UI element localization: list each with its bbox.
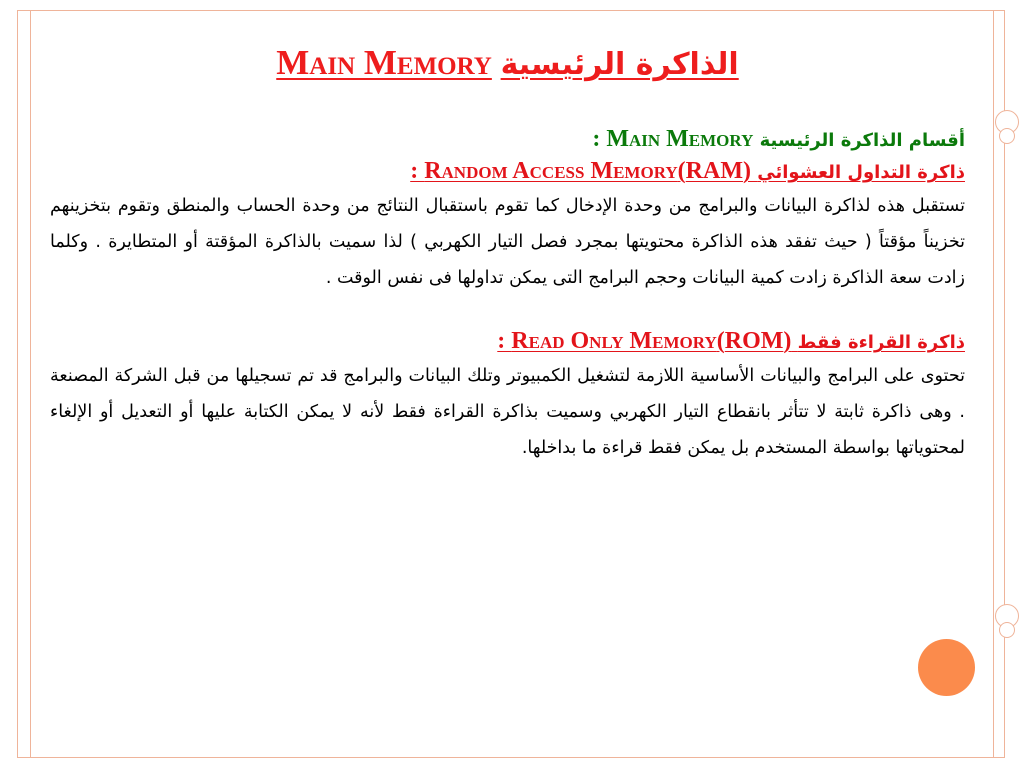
rom-description: تحتوى على البرامج والبيانات الأساسية اللازمة لتشغيل الكمبيوتر وتلك البيانات والبرامج قد تم تسجيلها من قبل الشركة المصنعة . وهى ذاكرة ثابتة لا تتأثر بانقطاع التيار الكهربي وسميت بذاكرة القراءة فقط لأنه لا يمكن الكتابة عليها أو التعديل أو الإلغاء لمحتوياتها بواسطة المستخدم بل يمكن فقط قراءة ما بداخلها. bbox=[50, 366, 965, 458]
heading-rom-arabic: ذاكرة القراءة فقط bbox=[797, 332, 965, 353]
right-border-rule bbox=[993, 10, 994, 758]
heading-rom-latin: (ROM)Read Only Memory : bbox=[497, 328, 792, 354]
heading-main-memory-latin: Main Memory : bbox=[592, 126, 754, 152]
title-arabic: الذاكرة الرئيسية bbox=[500, 47, 739, 82]
slide-content bbox=[50, 30, 965, 466]
title-latin: Main Memory bbox=[276, 43, 492, 82]
heading-main-memory-sections bbox=[50, 124, 965, 156]
heading-ram bbox=[50, 156, 965, 188]
left-border-rule bbox=[30, 10, 31, 758]
decorative-ring-top-small bbox=[999, 128, 1015, 144]
heading-ram-arabic: ذاكرة التداول العشوائي bbox=[757, 162, 965, 183]
slide-title bbox=[50, 38, 965, 90]
heading-main-memory-arabic: أقسام الذاكرة الرئيسية bbox=[759, 130, 965, 151]
ram-description: تستقبل هذه لذاكرة البيانات والبرامج من وحدة الإدخال كما تقوم باستقبال النتائج من وحدة الحساب والمنطق وتقوم بتخزينهم تخزيناً مؤقتاً ( حيث تفقد هذه الذاكرة محتويتها بمجرد فصل التيار الكهربي ) لذا سميت بالذاكرة المؤقتة أو المتطايرة . وكلما زادت سعة الذاكرة زادت كمية البيانات وحجم البرامج التى يمكن تداولها فى نفس الوقت . bbox=[50, 196, 965, 288]
heading-ram-latin: (RAM)Random Access Memory : bbox=[410, 158, 751, 184]
decorative-ring-bottom-small bbox=[999, 622, 1015, 638]
orange-dot-icon bbox=[918, 639, 975, 696]
heading-rom bbox=[50, 326, 965, 358]
